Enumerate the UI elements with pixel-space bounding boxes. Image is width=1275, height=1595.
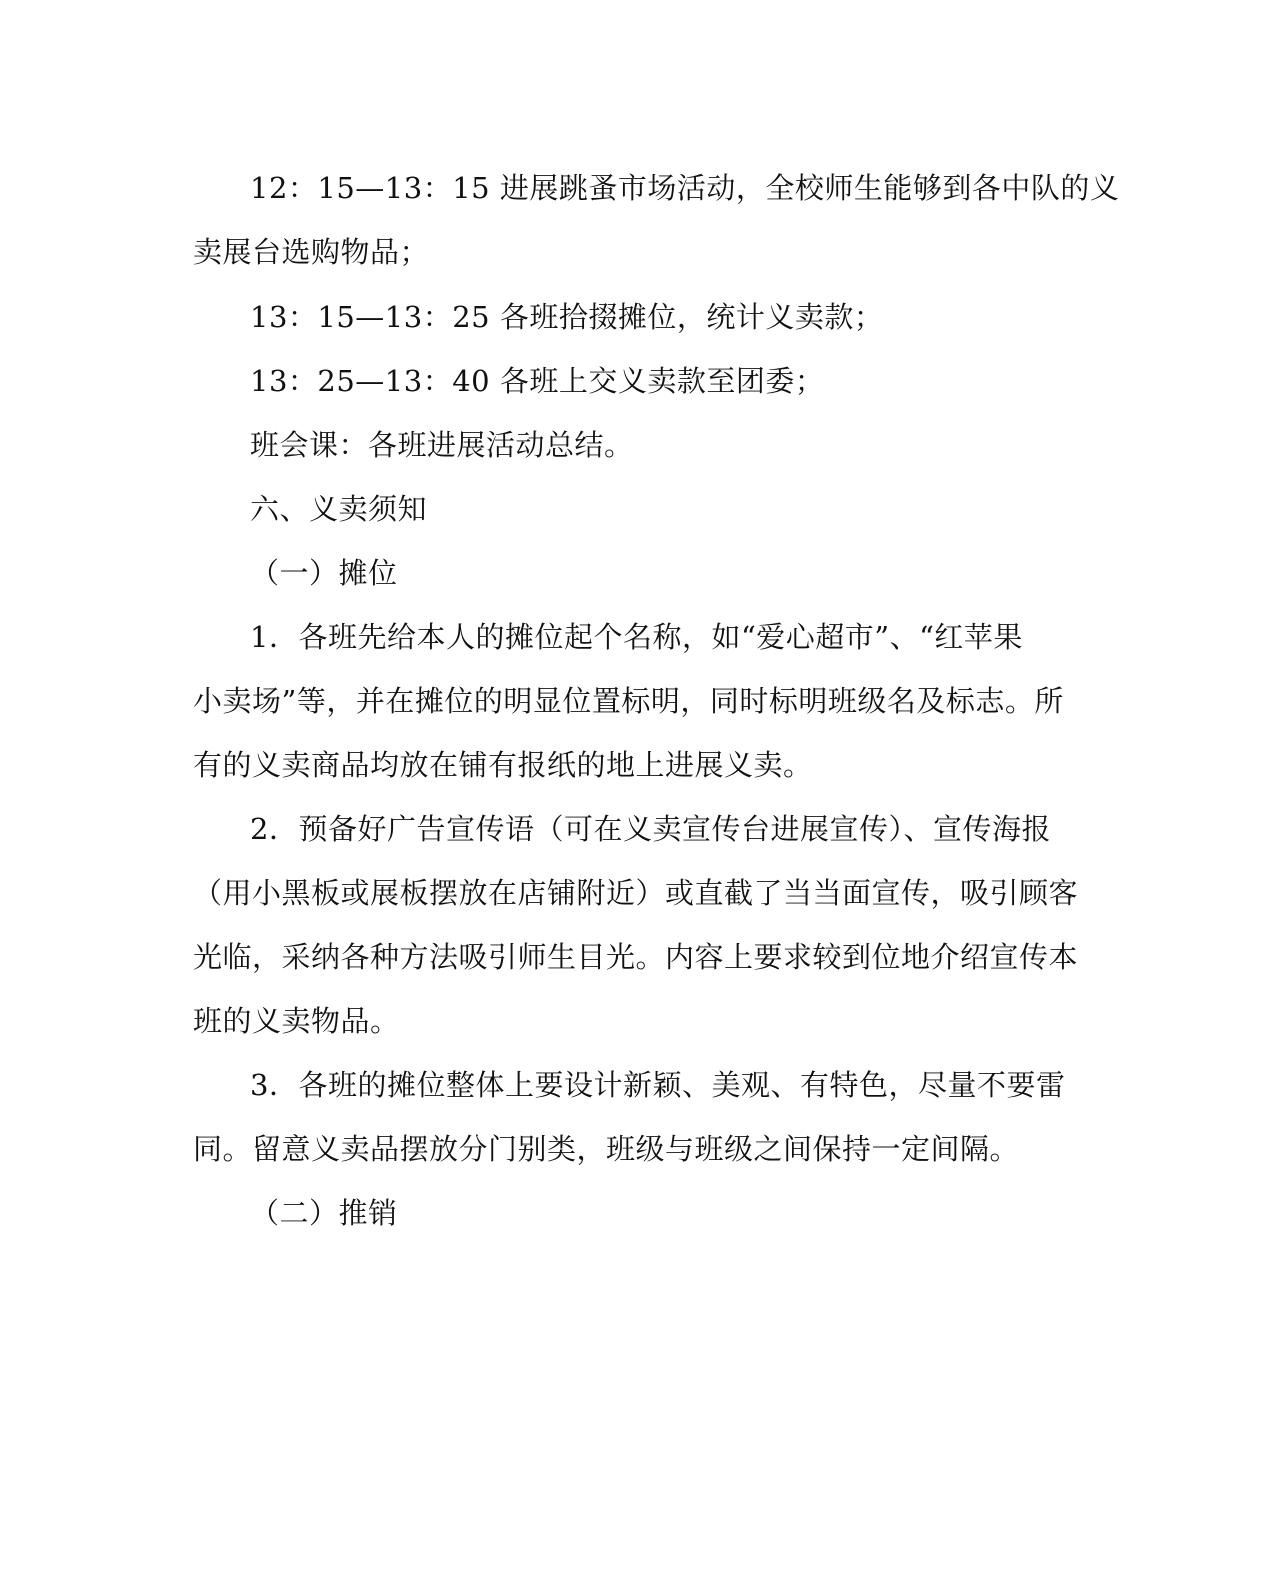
schedule-line-4: 班会课：各班进展活动总结。 xyxy=(250,428,634,462)
item-2-line-2: （用小黑板或展板摆放在店铺附近）或直截了当当面宣传，吸引顾客 xyxy=(193,876,1079,910)
subsection-heading-2: （二）推销 xyxy=(250,1196,398,1230)
item-3-line-1: 3．各班的摊位整体上要设计新颖、美观、有特色，尽量不要雷 xyxy=(250,1068,1066,1102)
schedule-line-2: 13：15—13：25 各班拾掇摊位，统计义卖款； xyxy=(250,300,884,334)
subsection-heading-1: （一）摊位 xyxy=(250,556,398,590)
item-3-line-2: 同。留意义卖品摆放分门别类，班级与班级之间保持一定间隔。 xyxy=(193,1132,1020,1166)
schedule-line-1-cont: 卖展台选购物品； xyxy=(193,235,430,269)
item-2-line-1: 2．预备好广告宣传语（可在义卖宣传台进展宣传）、宣传海报 xyxy=(250,812,1051,846)
section-heading: 六、义卖须知 xyxy=(250,492,428,526)
item-2-line-4: 班的义卖物品。 xyxy=(193,1004,400,1038)
item-1-line-3: 有的义卖商品均放在铺有报纸的地上进展义卖。 xyxy=(193,748,813,782)
item-2-line-3: 光临，采纳各种方法吸引师生目光。内容上要求较到位地介绍宣传本 xyxy=(193,940,1079,974)
schedule-line-1: 12：15—13：15 进展跳蚤市场活动，全校师生能够到各中队的义 xyxy=(250,171,1120,205)
schedule-line-3: 13：25—13：40 各班上交义卖款至团委； xyxy=(250,364,825,398)
item-1-line-2: 小卖场”等，并在摊位的明显位置标明，同时标明班级名及标志。所 xyxy=(193,684,1064,718)
item-1-line-1: 1．各班先给本人的摊位起个名称，如“爱心超市”、“红苹果 xyxy=(250,620,1023,654)
